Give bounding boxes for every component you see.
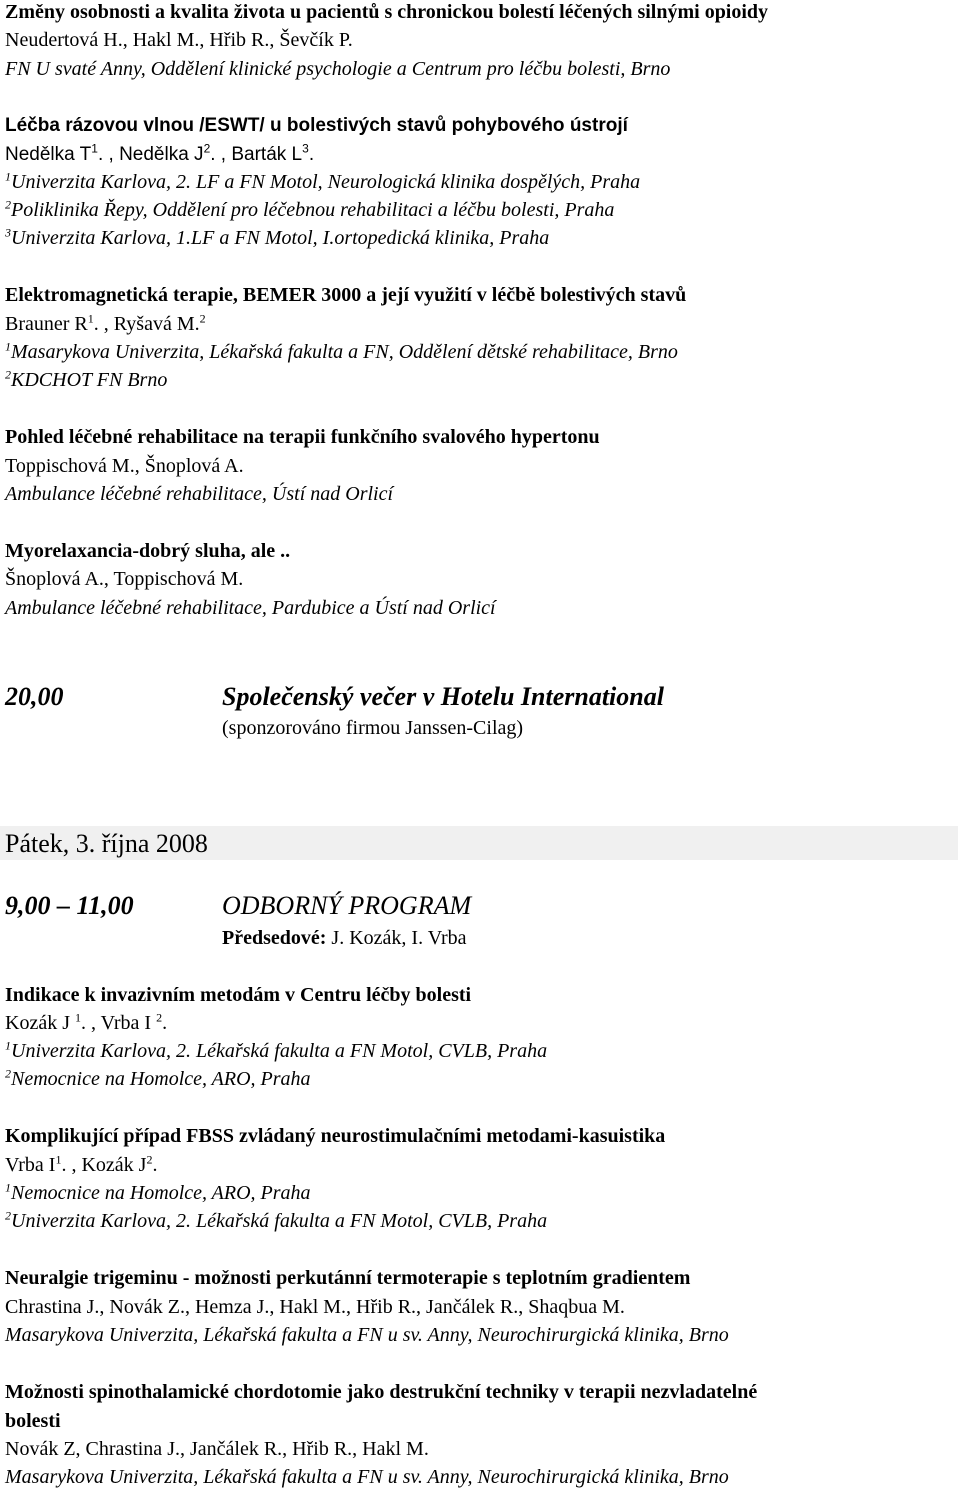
talk-authors: Toppischová M., Šnoplová A. — [5, 455, 244, 477]
talk-affiliation: $^1$Nemocnice na Homolce, ARO, Praha — [5, 1180, 311, 1204]
talk-affiliation: $^1$Univerzita Karlova, 2. LF a FN Motol, Neurologická klinika dospělých, Praha — [5, 169, 641, 193]
talk-authors: Novák Z, Chrastina J., Jančálek R., Hřib R., Hakl M. — [5, 1438, 429, 1460]
talk-authors: Chrastina J., Novák Z., Hemza J., Hakl M., Hřib R., Jančálek R., Shaqbua M. — [5, 1296, 625, 1318]
talk-affiliation: Ambulance léčebné rehabilitace, Pardubice a Ústí nad Orlicí — [5, 597, 496, 619]
talk-affiliation: Masarykova Univerzita, Lékařská fakulta a FN u sv. Anny, Neurochirurgická klinika, Brno — [5, 1466, 729, 1488]
talk-authors: Nedělka $T^1$. , Nedělka $J^2$. , Barták $L^3$. — [5, 141, 315, 165]
talk-affiliation: Masarykova Univerzita, Lékařská fakulta a FN u sv. Anny, Neurochirurgická klinika, Brno — [5, 1324, 729, 1346]
talk-affiliation: $^1$Univerzita Karlova, 2. Lékařská fakulta a FN Motol, CVLB, Praha — [5, 1038, 548, 1062]
session-note: (sponzorováno firmou Janssen-Cilag) — [222, 717, 524, 739]
talk-affiliation: $^2$Nemocnice na Homolce, ARO, Praha — [5, 1066, 311, 1090]
talk-authors: Neudertová H., Hakl M., Hřib R., Ševčík P. — [5, 29, 353, 51]
talk-title: Myorelaxancia-dobrý sluha, ale .. — [5, 540, 291, 562]
session-time: 20,00 — [5, 682, 64, 711]
talk-authors: Šnoplová A., Toppischová M. — [5, 568, 244, 590]
talk-affiliation: $^2$Univerzita Karlova, 2. Lékařská fakulta a FN Motol, CVLB, Praha — [5, 1208, 548, 1232]
talk-title: Změny osobnosti a kvalita života u pacientů s chronickou bolestí léčených silnými opioidy — [5, 1, 769, 23]
chairs-names: J. Kozák, I. Vrba — [331, 927, 467, 949]
session-title: ODBORNÝ PROGRAM — [222, 891, 472, 920]
talk-title: Neuralgie trigeminu - možnosti perkutánní termoterapie s teplotním gradientem — [5, 1267, 691, 1289]
day-header: Pátek, 3. října 2008 — [5, 829, 208, 858]
talk-title: Léčba rázovou vlnou /ESWT/ u bolestivých stavů pohybového ústrojí — [5, 115, 628, 136]
talk-affiliation: $^2$KDCHOT FN Brno — [5, 367, 168, 391]
talk-title: Komplikující případ FBSS zvládaný neurostimulačními metodami-kasuistika — [5, 1125, 666, 1147]
chairs-label: Předsedové: — [222, 927, 327, 949]
talk-title: Možnosti spinothalamické chordotomie jako destrukční techniky v terapii nezvladatelné — [5, 1381, 758, 1403]
talk-affiliation: $^1$Masarykova Univerzita, Lékařská fakulta a FN, Oddělení dětské rehabilitace, Brno — [5, 339, 678, 363]
talk-authors: Kozák J $^1$. , Vrba I $^2$. — [5, 1010, 168, 1034]
talk-affiliation: Ambulance léčebné rehabilitace, Ústí nad Orlicí — [5, 483, 394, 505]
talk-title: Indikace k invazivním metodám v Centru léčby bolesti — [5, 984, 472, 1006]
talk-authors: Brauner $R^1$. , Ryšavá M.$^2$ — [5, 311, 206, 335]
talk-affiliation: $^2$Poliklinika Řepy, Oddělení pro léčebnou rehabilitaci a léčbu bolesti, Praha — [5, 197, 615, 221]
talk-affiliation: FN U svaté Anny, Oddělení klinické psychologie a Centrum pro léčbu bolesti, Brno — [5, 58, 671, 80]
session-title: Společenský večer v Hotelu International — [222, 682, 664, 711]
talk-title-continued: bolesti — [5, 1410, 61, 1432]
session-time: 9,00 – 11,00 — [5, 891, 134, 920]
talk-authors: Vrba $I^1$. , Kozák $J^2$. — [5, 1152, 158, 1176]
talk-title: Pohled léčebné rehabilitace na terapii funkčního svalového hypertonu — [5, 426, 600, 448]
talk-title: Elektromagnetická terapie, BEMER 3000 a její využití v léčbě bolestivých stavů — [5, 284, 687, 306]
session-chairs — [222, 926, 466, 950]
talk-affiliation: $^3$Univerzita Karlova, 1.LF a FN Motol, I.ortopedická klinika, Praha — [5, 225, 550, 249]
